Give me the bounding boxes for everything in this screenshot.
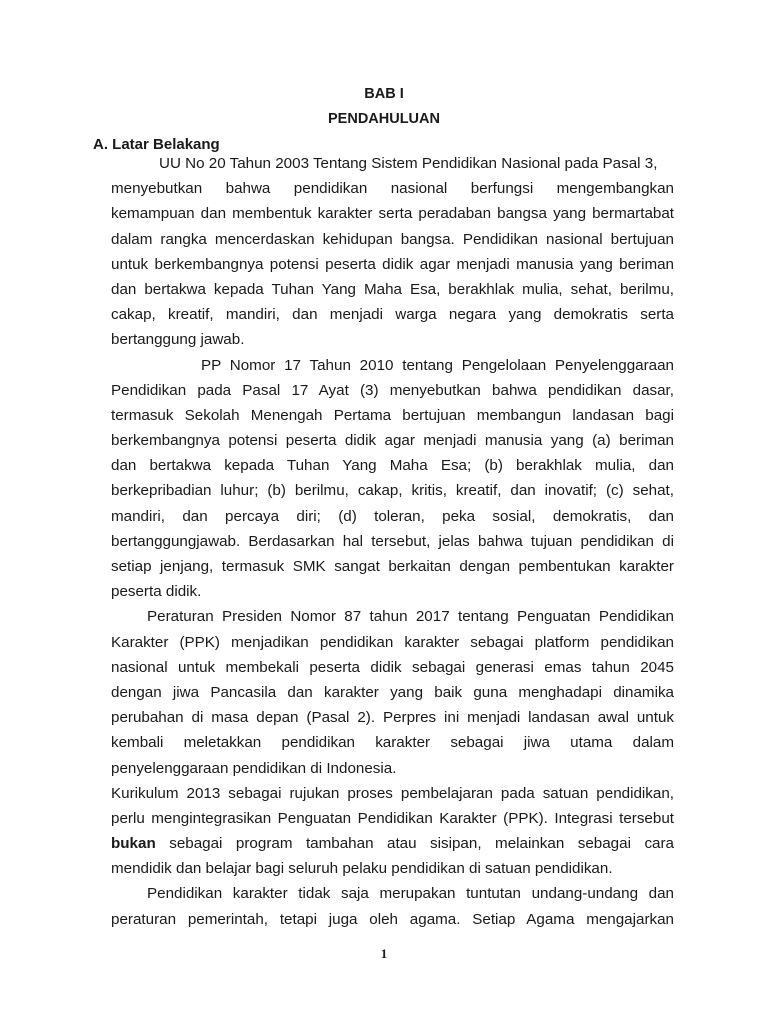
text-line: mendidik dan belajar bagi seluruh pelaku pendidikan di satuan pendidikan. [111,860,613,878]
text-line: dan bertakwa kepada Tuhan Yang Maha Esa, berakhlak mulia, sehat, berilmu, [111,280,674,298]
text-line: bertanggungjawab. Berdasarkan hal tersebut, jelas bahwa tujuan pendidikan di [111,532,674,550]
text-line: PP Nomor 17 Tahun 2010 tentang Pengelolaan Penyelenggaraan [201,356,674,374]
text-line: termasuk Sekolah Menengah Pertama bertujuan membangun landasan bagi [111,406,674,424]
text-line: dengan jiwa Pancasila dan karakter yang baik guna menghadapi dinamika [111,683,674,701]
text-line: bertanggung jawab. [111,331,245,349]
text-line: Karakter (PPK) menjadikan pendidikan karakter sebagai platform pendidikan [111,633,674,651]
text-line: perubahan di masa depan (Pasal 2). Perpres ini menjadi landasan awal untuk [111,709,674,727]
text-line: menyebutkan bahwa pendidikan nasional berfungsi mengembangkan [111,180,674,198]
text-line: kembali meletakkan pendidikan karakter sebagai jiwa utama dalam [111,734,674,752]
text-line: dalam rangka mencerdaskan kehidupan bangsa. Pendidikan nasional bertujuan [111,230,674,248]
text-line: nasional untuk membekali peserta didik sebagai generasi emas tahun 2045 [111,658,674,676]
text-segment: sebagai program tambahan atau sisipan, melainkan sebagai cara [169,835,674,853]
text-line: untuk berkembangnya potensi peserta didik agar menjadi manusia yang beriman [111,255,674,273]
text-line: setiap jenjang, termasuk SMK sangat berkaitan dengan pembentukan karakter [111,558,674,575]
text-line: Peraturan Presiden Nomor 87 tahun 2017 tentang Penguatan Pendidikan [147,608,674,626]
text-line: perlu mengintegrasikan Penguatan Pendidikan Karakter (PPK). Integrasi tersebut [111,809,674,827]
text-line: cakap, kreatif, mandiri, dan menjadi warga negara yang demokratis serta [111,306,674,324]
text-line: berkepribadian luhur; (b) berilmu, cakap, kritis, kreatif, dan inovatif; (c) sehat, [111,482,674,500]
text-line: Kurikulum 2013 sebagai rujukan proses pembelajaran pada satuan pendidikan, [111,784,674,802]
chapter-title: PENDAHULUAN [328,111,440,127]
text-line: UU No 20 Tahun 2003 Tentang Sistem Pendidikan Nasional pada Pasal 3, [159,155,658,172]
text-line: Pendidikan pada Pasal 17 Ayat (3) menyebutkan bahwa pendidikan dasar, [111,381,674,399]
text-line: Pendidikan karakter tidak saja merupakan tuntutan undang-undang dan [147,885,674,903]
chapter-heading: BAB I [364,86,404,102]
emphasis-word: bukan [111,835,156,853]
text-line: kemampuan dan membentuk karakter serta peradaban bangsa yang bermartabat [111,205,674,223]
text-line: mandiri, dan percaya diri; (d) toleran, peka sosial, demokratis, dan [111,507,674,525]
text-line: dan bertakwa kepada Tuhan Yang Maha Esa; (b) berakhlak mulia, dan [111,457,674,475]
text-line-with-emphasis [111,831,674,856]
body-text [111,151,674,932]
page-number: 1 [380,946,388,961]
text-line: peserta didik. [111,583,202,601]
text-line: peraturan pemerintah, tetapi juga oleh agama. Setiap Agama mengajarkan [111,910,674,928]
text-line: penyelenggaraan pendidikan di Indonesia. [111,759,397,777]
text-line: berkembangnya potensi peserta didik agar menjadi manusia yang (a) beriman [111,432,674,450]
section-heading: A. Latar Belakang [93,136,220,153]
